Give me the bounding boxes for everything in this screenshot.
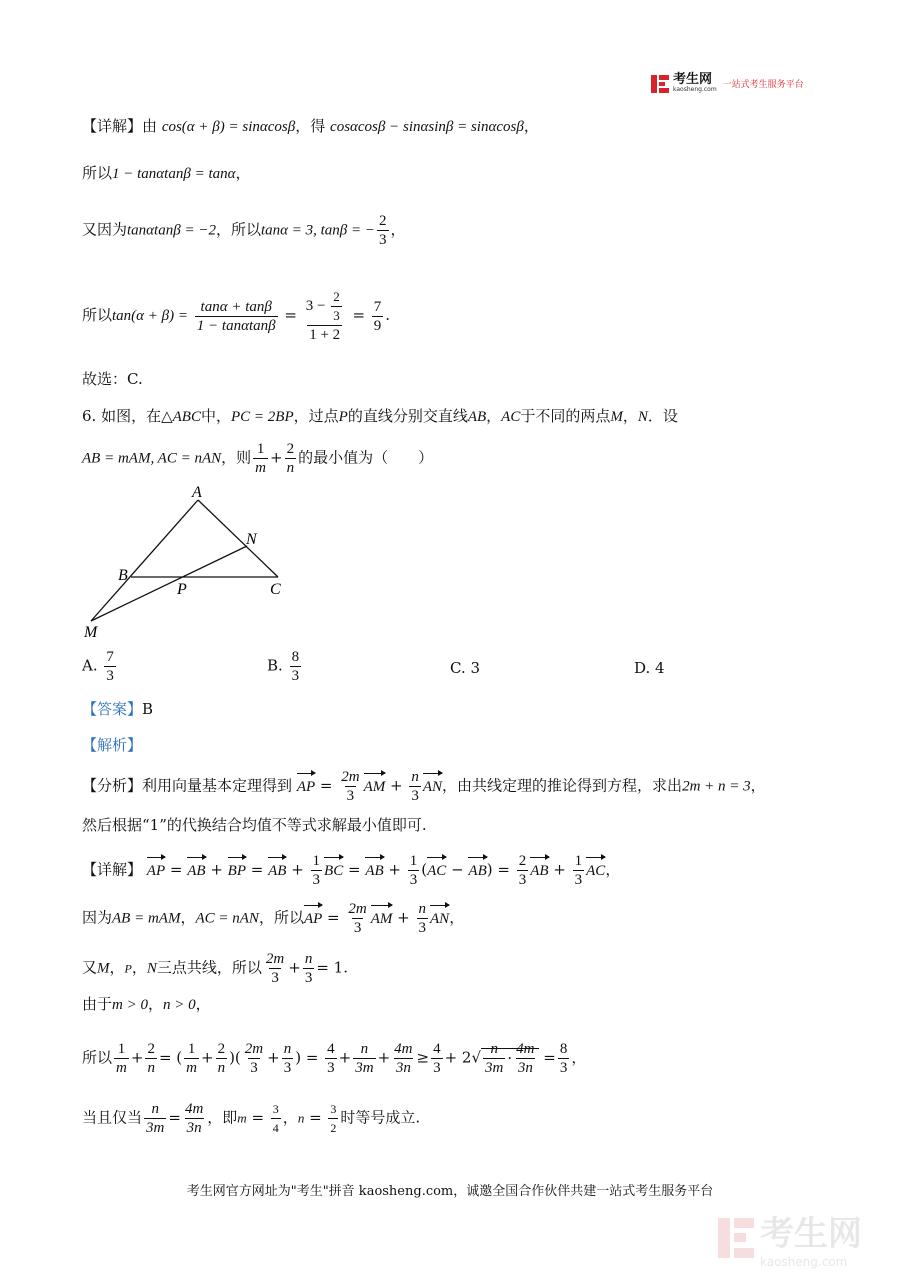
text: 当且仅当 [82,1108,143,1127]
brand-domain: kaosheng.com [673,86,717,93]
text: 8 [291,649,300,665]
text: 中， [200,407,231,425]
answer-line [82,698,153,720]
text: 由 [142,117,158,135]
text: 由于 [82,995,113,1013]
q5-detail-line-3: 又因为tanαtanβ = −2，所以tanα = 3, tanβ = − $\frac{2}{3}$ ， [82,213,406,248]
watermark-text: 考生网 [760,1214,862,1254]
text: ，则 [221,448,252,467]
line-am [91,500,198,621]
label-c: C [270,581,281,598]
detail-line-5: 所以 $\frac{1}{m}$ + $\frac{2}{n}$ = ( $\frac{1}{m}$ + $\frac{2}{n}$ )( $\frac{2m}{3}$ + $\frac{n}{3}$ ) = $\frac{4}{3}$ + $\frac{n}{3m}$ + $\frac{4m}{3n}$ ≥ $\frac{4}{3}$ + 2√ $\frac{n}{3m}$ · $\frac{4m}{3n}$ = $\frac{8}{3}$ ， [82,1041,587,1076]
text: 3 [106,668,114,684]
text: 【解析】 [82,736,143,754]
text: 3 [291,668,300,684]
text: A. [82,656,98,675]
answer-tag: 【答案】 [82,700,143,718]
q5-detail-line-2: 所以1 − tanαtanβ = tanα， [82,164,251,182]
text: 7 [106,649,114,665]
detail-line-6: 当且仅当 $\frac{n}{3m}$ = $\frac{4m}{3n}$ ，即m = $\frac{3}{4}$ ，n = $\frac{3}{2}$ 时等号成立. [82,1101,421,1136]
answer-value: B [142,700,154,718]
analysis-tag [82,734,142,756]
label-p: P [177,581,187,598]
watermark-sub: kaosheng.com [760,1255,848,1269]
side-ac [198,500,278,577]
text: 时等号成立. [340,1108,421,1127]
text: 于不同的两点 [520,407,611,425]
text: ，所以 [215,220,261,239]
option-c[interactable] [450,657,480,679]
header-slogan: 一站式考生服务平台 [722,80,804,90]
detail-line-2: 因为AB = mAM，AC = nAN，所以AP = $\frac{2m}{3}$ AM + $\frac{n}{3}$ AN， [82,901,465,936]
triangle-figure [80,480,320,645]
watermark-logo-icon [718,1218,754,1258]
text: 的最小值为（ ） [298,448,434,467]
detail-line-3: 又M，P，N三点共线，所以 $\frac{2m}{3}$ + $\frac{n}{3}$ = 1. [82,951,348,986]
detail-tag: 【详解】 [82,117,143,135]
text: 所以 [82,164,113,182]
watermark [718,1206,862,1269]
text: ，所以 [258,908,304,927]
text: 又 [82,958,98,977]
text: D. [634,659,651,677]
line-mn [91,546,247,621]
text: 4 [655,659,665,677]
text: 所以 [82,306,113,324]
text: 因为 [82,908,113,927]
text: 所以 [82,1048,113,1067]
text: ，过点 [293,407,339,425]
footer-text: 考生网官方网址为"考生"拼音 kaosheng.com，诚邀全国合作伙伴共建一站式考生服务平台 [186,1184,714,1199]
logo-icon [651,75,669,93]
q5-detail-line-4: 所以tan(α + β) = $\frac{\tan\alpha + \tan\beta}{1 - \tan\alpha\tan\beta}$ = 3 − $\frac{2}{3}$ 1 + 2 = $\frac{7}{9}$ . [82,289,391,343]
text: 又因为 [82,220,128,239]
text: ，得 [295,117,326,135]
fenxi-line-2: 然后根据“1”的代换结合均值不等式求解最小值即可. [82,816,427,834]
text: 6. 如图，在 [82,407,162,425]
detail-line-1: 【详解】 AP = AB + BP = AB + $\frac{1}{3}$ BC = AB + $\frac{1}{3}$ (AC − AB) = $\frac{2}{3}$ AB + $\frac{1}{3}$ AC， [82,853,621,888]
brand-name: 考生网 [673,72,713,87]
option-b[interactable] [267,648,303,685]
detail-line-4: 由于m > 0，n > 0， [82,995,211,1013]
text: ．设 [647,407,678,425]
label-a: A [192,484,202,501]
q6-stem-line-2: AB = mAM, AC = nAN，则 $\frac{1}{m}$ + $\frac{2}{n}$ 的最小值为（ ） [82,441,434,476]
label-b: B [118,567,128,584]
q6-stem-line-1: 6. 如图，在△ABC中，PC = 2BP，过点P的直线分别交直线AB，AC于不同的两点M，N．设 [82,407,678,425]
header-logo [651,74,804,93]
q5-detail-line-1: 【详解】由 cos(α + β) = sinαcosβ，得 cosαcosβ − sinαsinβ = sinαcosβ， [82,117,539,135]
text: ，即 [207,1108,238,1127]
label-n: N [246,531,257,548]
option-d[interactable] [634,657,665,679]
text: 【分析】 [82,776,143,795]
text: 三点共线，所以 [156,958,262,977]
fenxi-line-1: 【分析】利用向量基本定理得到 AP = $\frac{2m}{3}$ AM + $\frac{n}{3}$ AN，由共线定理的推论得到方程，求出2m + n = 3， [82,769,766,804]
text: 利用向量基本定理得到 [142,776,293,795]
text: C. [450,659,466,677]
text: 的直线分别交直线 [347,407,468,425]
text: 3 [470,659,481,677]
text: B. [267,656,283,675]
text: 【详解】 [82,860,143,879]
label-m: M [84,624,98,641]
option-a[interactable] [82,648,118,685]
q5-answer: 故选：C. [82,370,143,388]
text: ，由共线定理的推论得到方程，求出 [442,776,683,795]
